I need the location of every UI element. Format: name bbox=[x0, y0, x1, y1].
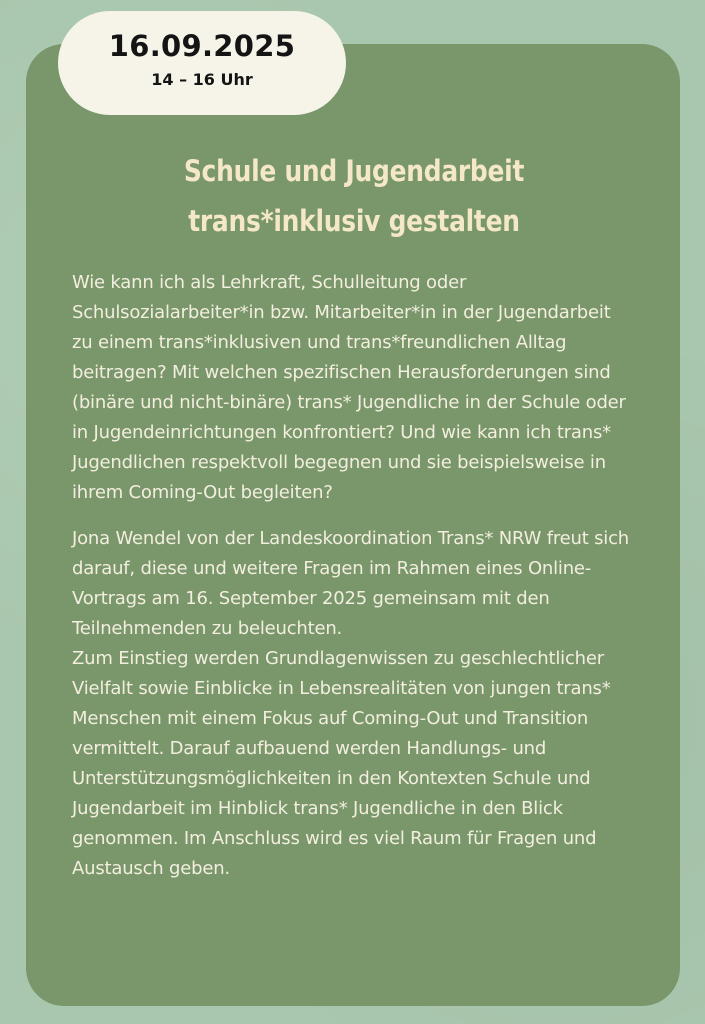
event-card bbox=[26, 44, 680, 1006]
event-title bbox=[111, 146, 596, 246]
date-badge bbox=[58, 11, 346, 115]
event-title-line-1: Schule und Jugendarbeit bbox=[183, 154, 525, 188]
content-paragraph: Zum Einstieg werden Grundlagenwissen zu geschlechtlicher Vielfalt sowie Einblicke in Lebensrealitäten von jungen trans* Menschen mit einem Fokus auf Coming-Out und Transition vermittelt. Darauf aufbauend werden Handlungs- und Unterstützungsmöglichkeiten in den Kontexten Schule und Jugendarbeit im Hinblick trans* Jugendliche in den Blick genommen. Im Anschluss wird es viel Raum für Fragen und Austausch geben. bbox=[72, 648, 611, 879]
event-time: 14 – 16 Uhr bbox=[151, 70, 253, 89]
event-date: 16.09.2025 bbox=[108, 29, 296, 63]
event-title-line-2: trans*inklusiv gestalten bbox=[188, 204, 520, 238]
paragraph-gap bbox=[72, 508, 636, 524]
speaker-paragraph: Jona Wendel von der Landeskoordination Trans* NRW freut sich darauf, diese und weitere Fragen im Rahmen eines Online-Vortrags am 16. September 2025 gemeinsam mit den Teilnehmenden zu beleuchten. bbox=[72, 528, 629, 639]
intro-paragraph: Wie kann ich als Lehrkraft, Schulleitung oder Schulsozialarbeiter*in bzw. Mitarbeiter*in in der Jugendarbeit zu einem trans*inklusiven und trans*freundlichen Alltag beitragen? Mit welchen spezifischen Herausforderungen sind (binäre und nicht-binäre) trans* Jugendliche in der Schule oder in Jugendeinrichtungen konfrontiert? Und wie kann ich trans* Jugendlichen respektvoll begegnen und sie beispielsweise in ihrem Coming-Out begleiten? bbox=[72, 272, 626, 503]
